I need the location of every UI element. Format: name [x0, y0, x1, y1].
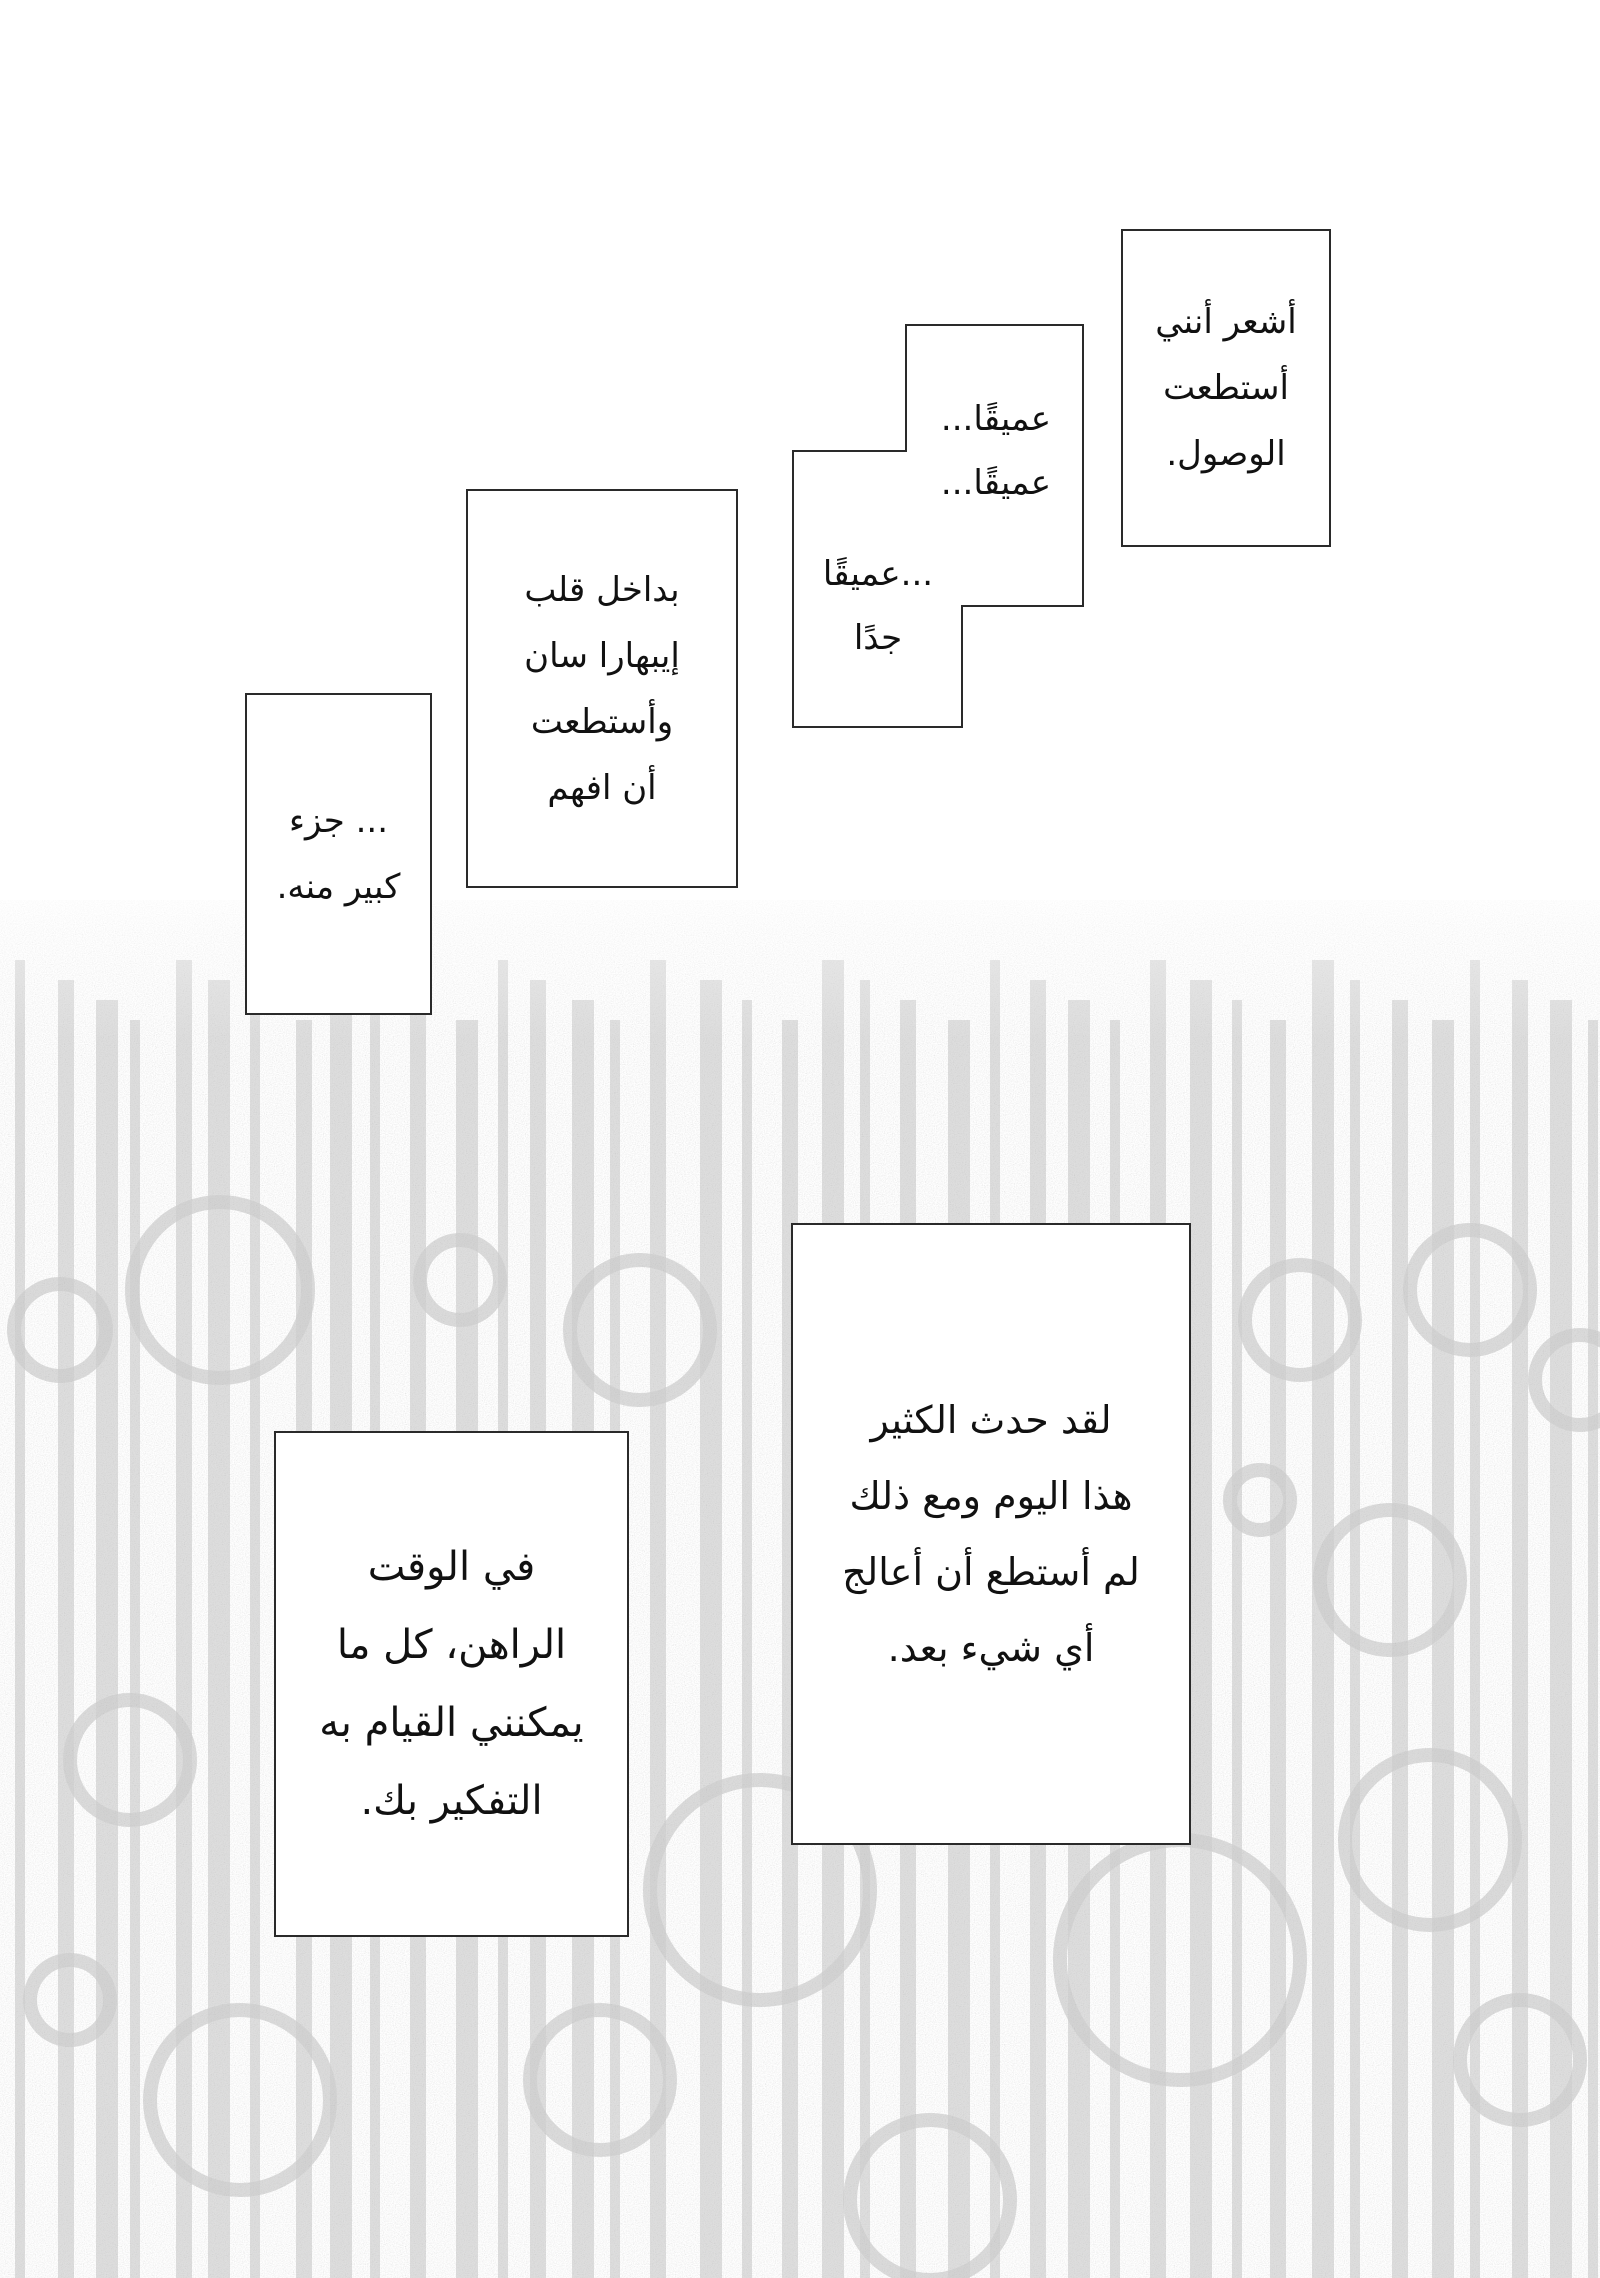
caption-box-6 [274, 1431, 629, 1937]
caption-6-line-4: التفكير بك. [360, 1778, 543, 1824]
caption-6-line-2: الراهن، كل ما [336, 1622, 567, 1668]
caption-4-line-1: ... جزء [289, 801, 388, 841]
caption-box-5 [791, 1223, 1191, 1845]
caption-3-line-3: وأستطعت [530, 701, 674, 742]
caption-box-4 [245, 693, 432, 1015]
caption-6-line-3: يمكنني القيام به [319, 1700, 584, 1746]
caption-2-line-2: عميقًا... [940, 463, 1052, 503]
caption-box-3 [466, 489, 738, 888]
caption-3-line-2: إيبهارا سان [524, 635, 680, 676]
caption-5-line-1: لقد حدث الكثير [870, 1398, 1112, 1442]
caption-6-line-1: في الوقت [367, 1544, 536, 1590]
caption-2-line-3: ...عميقًا [822, 554, 934, 594]
caption-5-line-4: أي شيء بعد. [887, 1626, 1095, 1670]
caption-2-line-1: عميقًا... [940, 399, 1052, 439]
caption-4-line-2: كبير منه. [276, 867, 401, 907]
caption-3-line-1: بداخل قلب [524, 569, 680, 610]
caption-5-line-3: لم أستطع أن أعالج [842, 1550, 1140, 1594]
caption-1-line-3: الوصول. [1166, 434, 1286, 474]
caption-1-line-2: أستطعت [1163, 368, 1289, 408]
caption-3-line-4: أن افهم [547, 767, 657, 808]
caption-1-line-1: أشعر أنني [1155, 302, 1297, 342]
caption-5-line-2: هذا اليوم ومع ذلك [849, 1474, 1133, 1518]
caption-2-line-4: جدًا [853, 618, 903, 658]
